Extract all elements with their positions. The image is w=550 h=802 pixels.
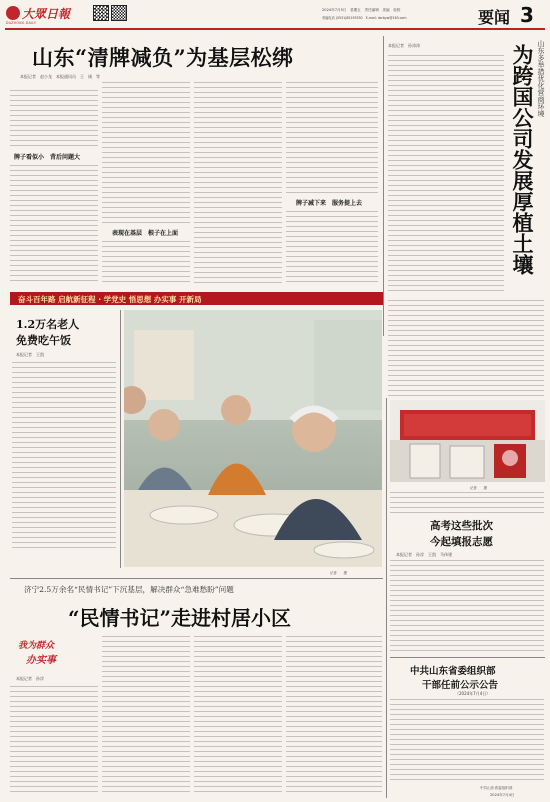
- lead-subhead-1: 牌子看似小 背后问题大: [14, 154, 81, 161]
- badge-line-2: 办实事: [26, 655, 56, 666]
- lead-headline: 山东“清牌减负”为基层松绑: [32, 45, 294, 70]
- exam-story-byline: 本报记者 孙淳 王凯 马伟建: [396, 552, 452, 557]
- campaign-banner: [10, 292, 383, 305]
- feature-body-col2: [102, 636, 190, 796]
- exhibit-illustration: [390, 400, 545, 482]
- exam-story-body: [390, 560, 544, 652]
- exam-story-title-1: 高考这些批次: [430, 520, 493, 532]
- notice-body: [390, 699, 544, 783]
- masthead-rule: [5, 28, 545, 30]
- logo-subtitle: DAZHONG DAILY: [6, 21, 37, 25]
- feature-body-col3: [194, 636, 282, 796]
- feature-byline: 本报记者 孙淳: [16, 676, 44, 681]
- logo-emblem-icon: [6, 6, 20, 20]
- exhibit-photo: [390, 400, 545, 482]
- feature-headline: “民情书记”走进村居小区: [68, 606, 292, 630]
- right-story-body-2: [388, 300, 544, 396]
- right-story-kicker: [536, 40, 545, 117]
- qr-code-icon-2: [111, 5, 127, 21]
- right-story-body-1: [388, 55, 504, 295]
- page-number: 3: [520, 3, 534, 27]
- feature-right-divider: [386, 398, 387, 798]
- lead-body-col1b: [10, 165, 98, 285]
- logo-text: 大眾日報: [22, 7, 71, 21]
- lead-body-col2b: [102, 241, 190, 285]
- lead-body-col4b: [286, 211, 378, 285]
- right-story-kicker-text: 山东多举措优化营商环境: [537, 40, 545, 117]
- qr-code-icon: [93, 5, 109, 21]
- date-line: 2024年7月5日 星期五 责任编辑 美编 检校: [322, 8, 401, 12]
- right-story-byline: 本报记者 孙涛涛: [388, 43, 420, 48]
- badge-line-1: 我为群众: [18, 641, 55, 651]
- elderly-lunch-photo: [124, 310, 382, 567]
- lead-subhead-2: 表现在基层 根子在上面: [112, 230, 179, 237]
- contact-line: 采编电话 (0531)85193330 E-mail: dzrbyw@163.com: [322, 16, 407, 20]
- feature-body-col1: [10, 686, 98, 796]
- right-story-body-3: [390, 492, 544, 514]
- feature-body-col4: [286, 636, 382, 796]
- notice-footer-org: 中共山东省委组织部: [480, 786, 513, 790]
- lead-body-col4a: [286, 82, 378, 194]
- sidebar-story-body: [12, 362, 116, 552]
- notice-date: （2024年7月4日）: [455, 691, 491, 696]
- notice-top-rule: [390, 657, 545, 658]
- newspaper-logo: [6, 5, 70, 25]
- feature-badge: [16, 636, 74, 670]
- right-story-headline: [508, 44, 534, 275]
- column-divider: [383, 36, 384, 336]
- notice-subtitle: 干部任前公示公告: [422, 680, 499, 691]
- lead-body-col1a: [10, 90, 98, 150]
- right-story-headline-text: 为跨国公司发展厚植土壤: [510, 44, 535, 275]
- feature-kicker: 济宁2.5万余名“民情书记”下沉基层，解决群众“急难愁盼”问题: [24, 585, 234, 594]
- exam-story-title-2: 今起填报志愿: [430, 536, 493, 548]
- lead-byline: 本报记者 赵小龙 本报通讯员 王 刚 等: [20, 74, 100, 79]
- notice-footer-date: 2024年7月4日: [490, 793, 515, 797]
- notice-title: 中共山东省委组织部: [410, 666, 496, 677]
- lead-body-col3: [194, 82, 282, 285]
- feature-top-rule: [10, 578, 383, 579]
- sidebar-story-title-2: 免费吃午饭: [16, 334, 71, 347]
- right-photo-caption: 记者 摄: [470, 486, 487, 490]
- sidebar-story-byline: 本报记者 王凯: [16, 352, 44, 357]
- center-photo-caption: 记者 摄: [330, 571, 347, 575]
- lead-body-col2a: [102, 82, 190, 224]
- elderly-lunch-illustration: [124, 310, 382, 567]
- section-name: 要闻: [478, 8, 511, 27]
- lead-subhead-3: 牌子减下来 服务提上去: [296, 200, 363, 207]
- sidebar-story-title-1: 1.2万名老人: [16, 318, 80, 331]
- sidebar-divider: [120, 310, 121, 568]
- banner-text: 奋斗百年路 启航新征程 · 学党史 悟思想 办实事 开新局: [18, 294, 202, 304]
- masthead: [0, 0, 550, 30]
